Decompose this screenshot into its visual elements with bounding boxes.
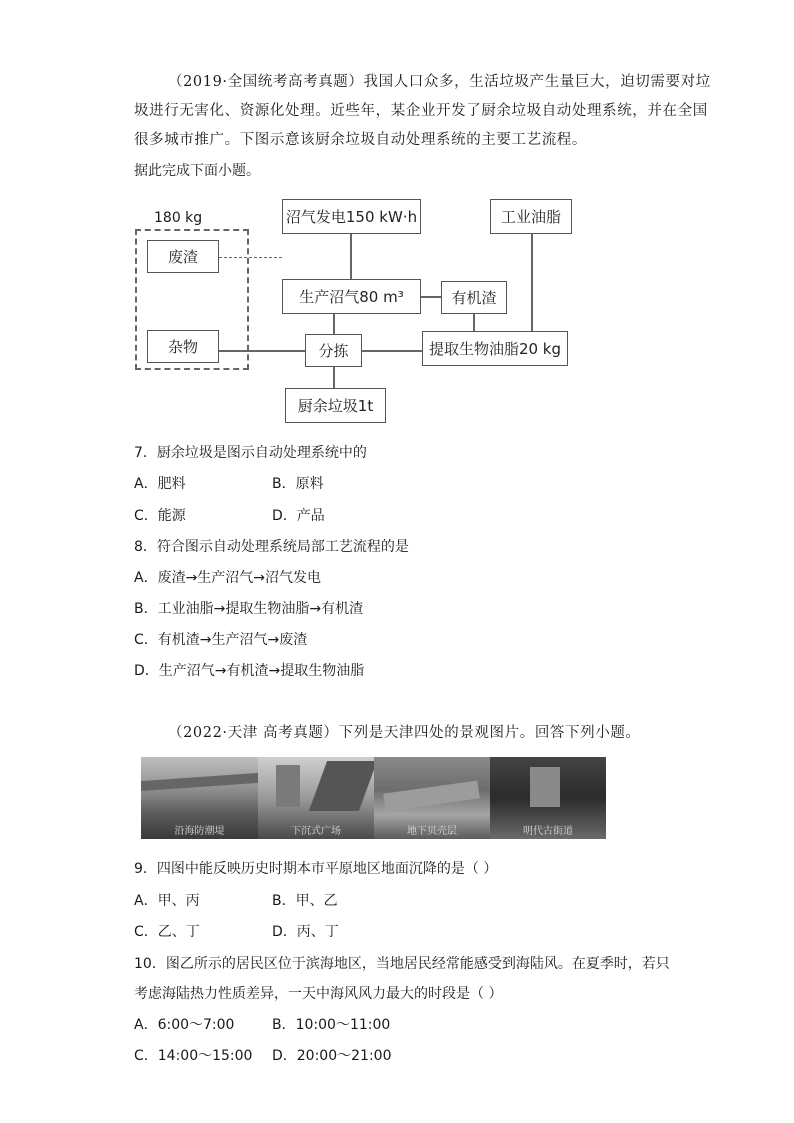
connector bbox=[421, 296, 441, 298]
connector bbox=[333, 314, 335, 334]
q10-option-d: D．20:00～21:00 bbox=[272, 1048, 392, 1064]
intro-line-2: 圾进行无害化、资源化处理。近些年，某企业开发了厨余垃圾自动处理系统，并在全国 bbox=[134, 103, 708, 119]
box-power: 沼气发电150 kW·h bbox=[282, 199, 421, 234]
box-industrial-oil: 工业油脂 bbox=[490, 199, 572, 234]
box-sundries: 杂物 bbox=[147, 330, 219, 363]
q10-option-a: A．6:00～7:00 bbox=[134, 1017, 235, 1033]
q9-stem: 9．四图中能反映历史时期本市平原地区地面沉降的是（ ） bbox=[134, 861, 498, 877]
q10-stem-line-2: 考虑海陆热力性质差异，一天中海风风力最大的时段是（ ） bbox=[134, 986, 503, 1002]
q8-option-c: C．有机渣→生产沼气→废渣 bbox=[134, 632, 308, 648]
weight-label: 180 kg bbox=[154, 210, 203, 226]
intro-line-4: 据此完成下面小题。 bbox=[134, 163, 260, 179]
intro-line-1: （2019·全国统考高考真题）我国人口众多，生活垃圾产生量巨大，迫切需要对垃 bbox=[168, 74, 711, 90]
q10-option-c: C．14:00～15:00 bbox=[134, 1048, 253, 1064]
connector bbox=[219, 350, 305, 352]
connector bbox=[219, 257, 282, 258]
photo-caption: 明代古街道 bbox=[523, 826, 573, 837]
q8-option-a: A．废渣→生产沼气→沼气发电 bbox=[134, 570, 322, 586]
q10-stem-line-1: 10．图乙所示的居民区位于滨海地区，当地居民经常能感受到海陆风。在夏季时，若只 bbox=[134, 956, 670, 972]
q7-option-a: A．肥料 bbox=[134, 476, 186, 492]
box-extract-oil: 提取生物油脂20 kg bbox=[422, 331, 568, 366]
box-biogas: 生产沼气80 m³ bbox=[282, 279, 421, 314]
connector bbox=[473, 314, 475, 331]
q9-option-c: C．乙、丁 bbox=[134, 924, 200, 940]
photo-caption: 沿海防潮堤 bbox=[174, 826, 225, 837]
q7-option-c: C．能源 bbox=[134, 508, 186, 524]
intro2: （2022·天津 高考真题）下列是天津四处的景观图片。回答下列小题。 bbox=[168, 725, 641, 741]
q9-option-b: B．甲、乙 bbox=[272, 893, 338, 909]
box-organic: 有机渣 bbox=[441, 281, 507, 314]
box-waste-residue: 废渣 bbox=[147, 240, 219, 273]
q7-option-b: B．原料 bbox=[272, 476, 324, 492]
intro-line-3: 很多城市推广。下图示意该厨余垃圾自动处理系统的主要工艺流程。 bbox=[134, 132, 587, 148]
box-sorting: 分拣 bbox=[305, 334, 362, 367]
q7-stem: 7．厨余垃圾是图示自动处理系统中的 bbox=[134, 445, 367, 461]
photo-sunken-plaza bbox=[258, 757, 374, 839]
q8-option-b: B．工业油脂→提取生物油脂→有机渣 bbox=[134, 601, 364, 617]
q9-option-a: A．甲、丙 bbox=[134, 893, 200, 909]
photo-ancient-street bbox=[490, 757, 606, 839]
photo-caption: 地下贝壳层 bbox=[407, 826, 457, 837]
q8-stem: 8．符合图示自动处理系统局部工艺流程的是 bbox=[134, 539, 409, 555]
box-kitchen-waste: 厨余垃圾1t bbox=[285, 388, 386, 423]
connector bbox=[333, 367, 335, 388]
q8-option-d: D．生产沼气→有机渣→提取生物油脂 bbox=[134, 663, 365, 679]
connector bbox=[531, 234, 533, 331]
q10-option-b: B．10:00～11:00 bbox=[272, 1017, 391, 1033]
connector bbox=[350, 234, 352, 279]
q9-option-d: D．丙、丁 bbox=[272, 924, 339, 940]
connector bbox=[362, 350, 422, 352]
photo-shell-layer bbox=[374, 757, 490, 839]
photo-caption: 下沉式广场 bbox=[291, 826, 341, 837]
q7-option-d: D．产品 bbox=[272, 508, 325, 524]
photo-seawall bbox=[141, 757, 258, 839]
